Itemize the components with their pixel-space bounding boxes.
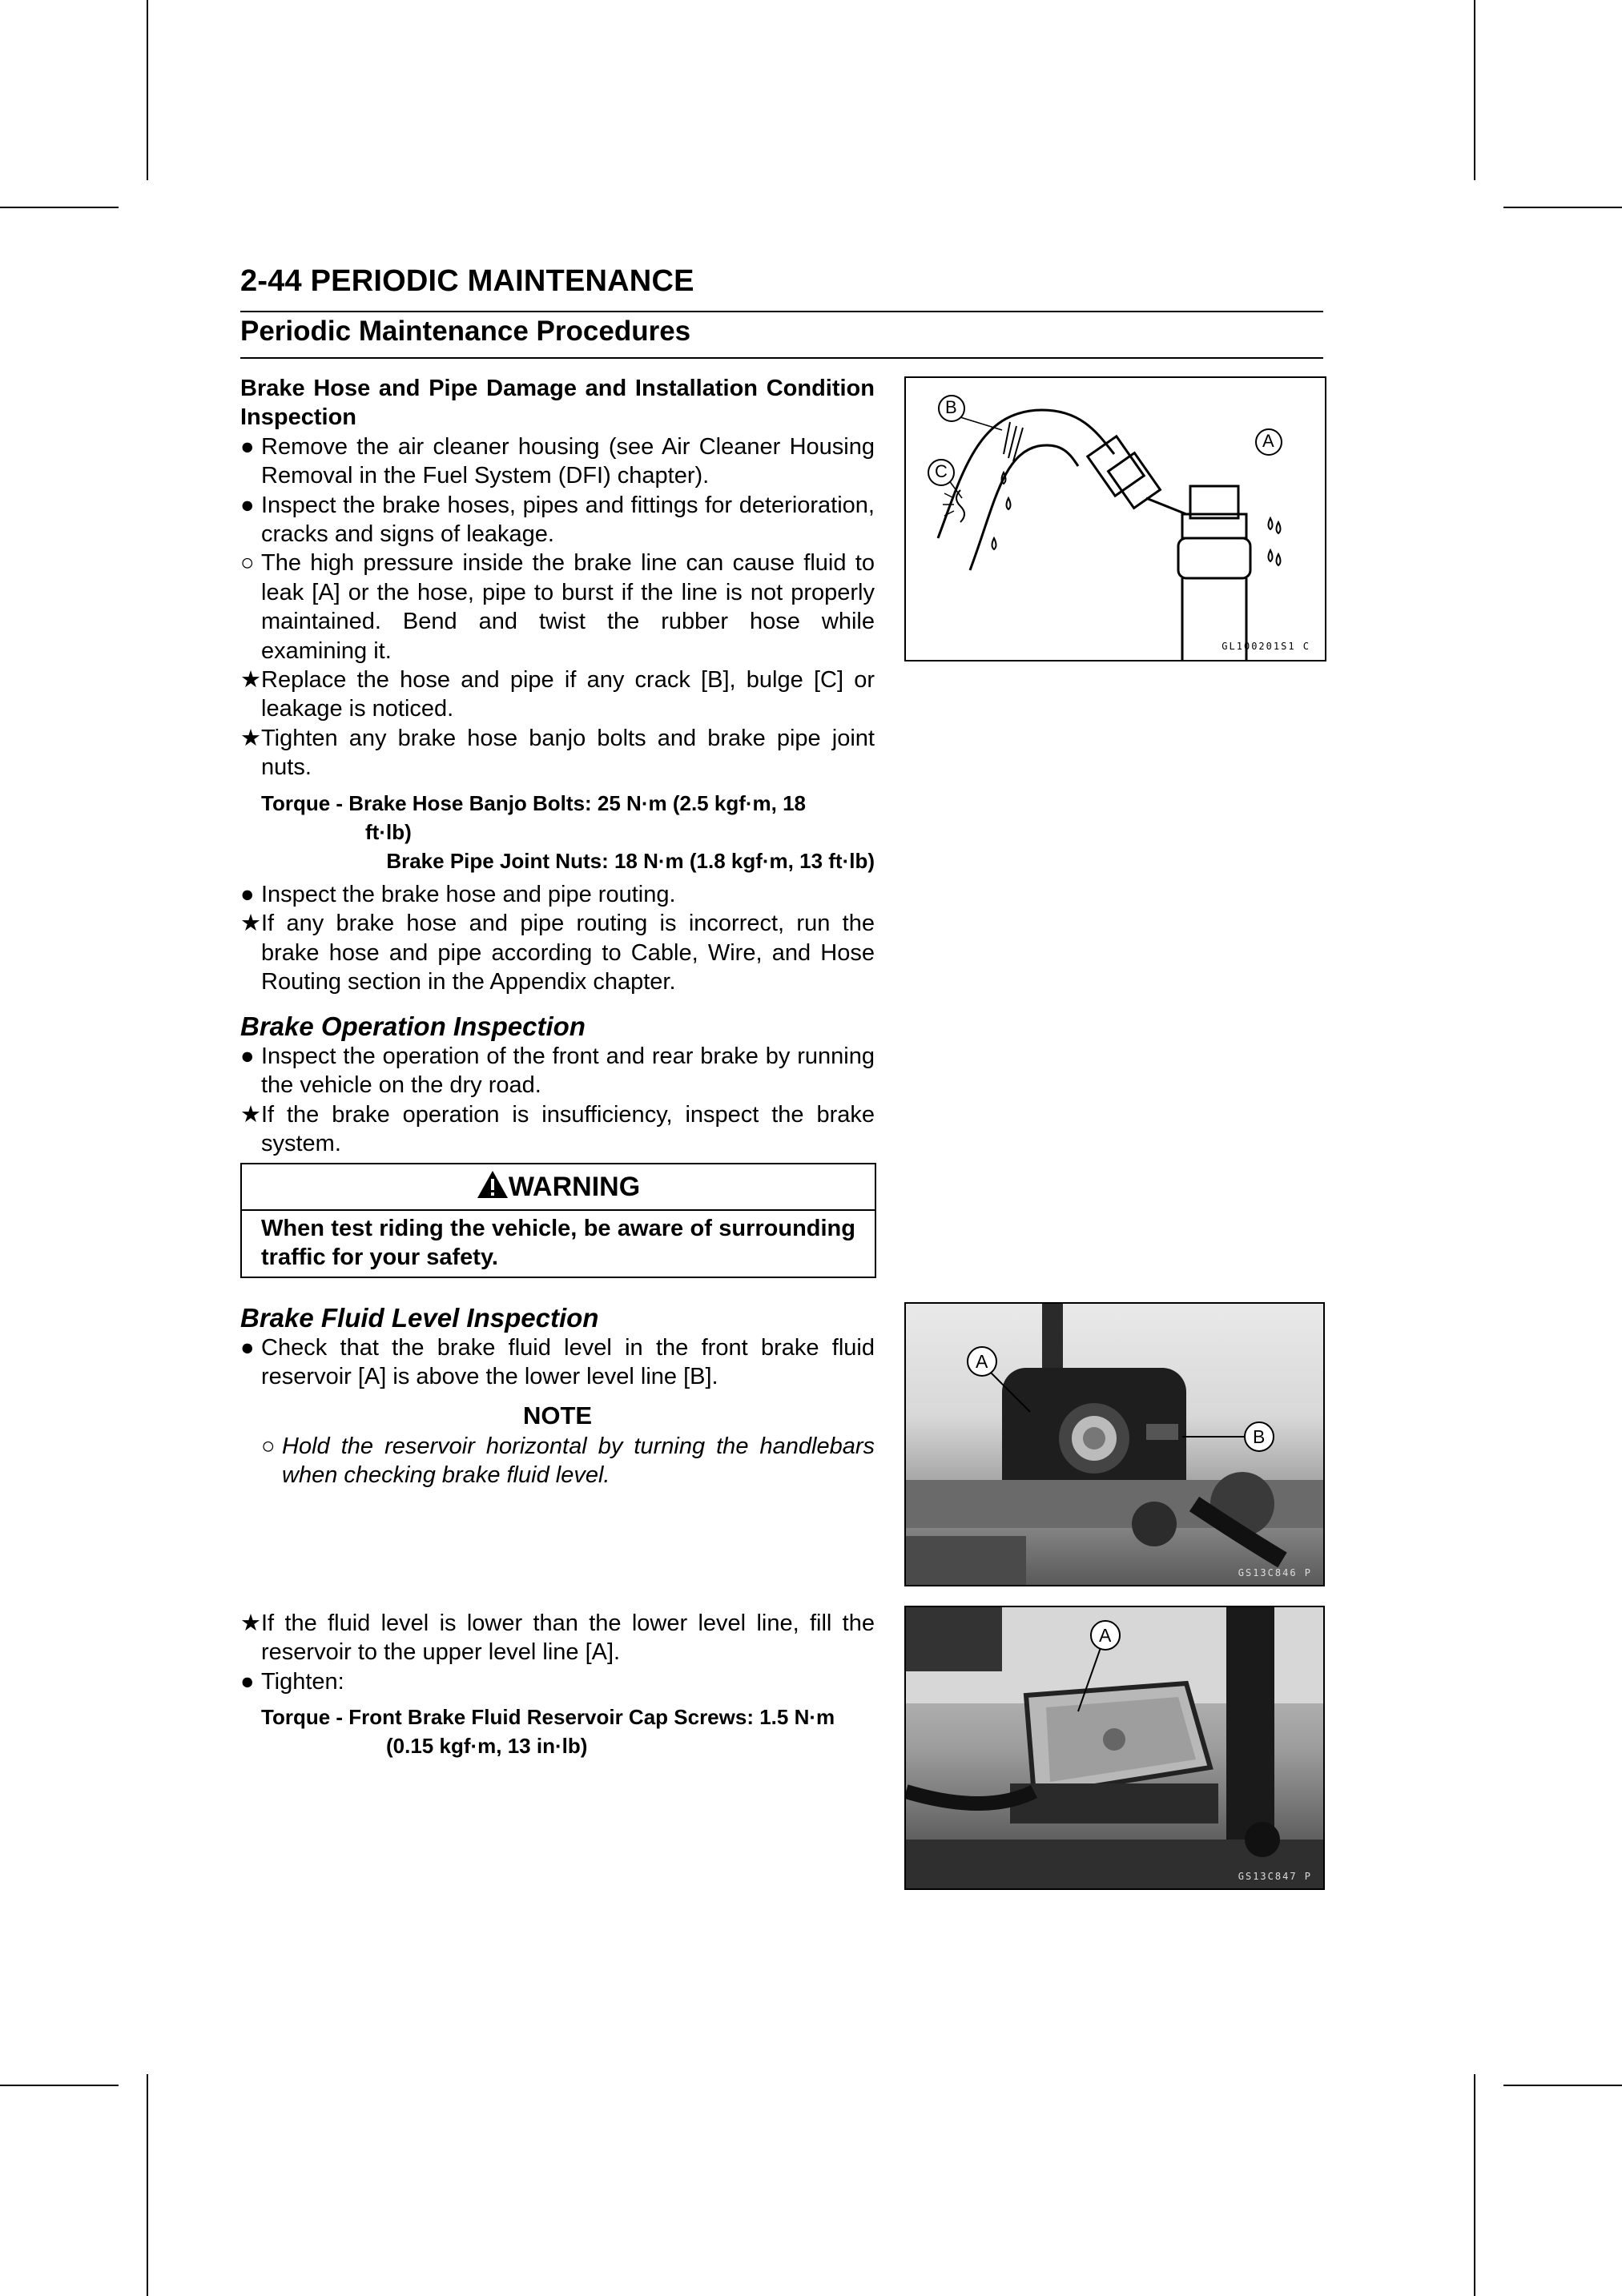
crop-mark [147,0,148,180]
figure-label-c: C [935,461,948,481]
figure-brake-hose-diagram [904,376,1326,661]
warning-title: WARNING [508,1172,641,1202]
list-item: ● Tighten: [240,1668,344,1695]
figure-code: GS13C847 P [1238,1871,1312,1882]
fluid-level-section [240,1303,875,1490]
figure-code: GL100201S1 C [1222,641,1310,652]
header-rule [240,311,1323,312]
torque-spec [240,1703,875,1760]
list-item: ★ If the fluid level is lower than the lower level line, fill the reservoir to the upper level line [A]. [240,1610,875,1666]
warning-header [242,1164,875,1211]
list-item: ★ If the brake operation is insufficiency, inspect the brake system. [240,1101,875,1157]
brake-operation-section [240,1011,875,1159]
list-item: ★ Tighten any brake hose banjo bolts and brake pipe joint nuts. [240,725,875,781]
crop-mark [1474,0,1475,180]
warning-triangle-icon [477,1170,509,1199]
figure-fluid-reservoir-photo [904,1302,1325,1586]
figure-label-a: A [1099,1625,1112,1646]
note-title: NOTE [522,1401,593,1429]
figure-label-b: B [1253,1426,1266,1447]
brake-hose-illustration [906,378,1325,660]
figure-reservoir-cap-photo [904,1606,1325,1890]
crop-mark [1503,207,1622,208]
note-text: ○ Hold the reservoir horizontal by turning the handlebars when checking brake fluid level. [261,1433,875,1489]
torque-line: Torque - Brake Hose Banjo Bolts: 25 N·m (2.5 kgf·m, 18 [261,790,806,815]
torque-line: (0.15 kgf·m, 13 in·lb) [386,1734,588,1759]
crop-mark [1474,2074,1475,2296]
torque-line: ft·lb) [365,819,412,844]
torque-line: Brake Pipe Joint Nuts: 18 N·m (1.8 kgf·m, 13 ft·lb) [386,848,875,873]
list-item: ★ Replace the hose and pipe if any crack [B], bulge [C] or leakage is noticed. [240,667,875,722]
list-item: ● Remove the air cleaner housing (see Air Cleaner Housing Removal in the Fuel System (DFI) chapter). [240,433,875,489]
warning-box [240,1163,876,1278]
figure-label-a: A [976,1351,988,1372]
reservoir-cap-illustration [906,1607,1323,1888]
chapter-title: 2-44 PERIODIC MAINTENANCE [240,264,694,298]
crop-mark [147,2074,148,2296]
figure-label-b: B [945,397,957,417]
section-heading: Brake Fluid Level Inspection [240,1303,599,1333]
header-rule [240,357,1323,359]
section-heading: Brake Hose and Pipe Damage and Installation Condition Inspection [240,376,875,431]
list-item: ★ If any brake hose and pipe routing is incorrect, run the brake hose and pipe according to Cable, Wire, and Hose Routing section in the Appendix chapter. [240,911,875,995]
crop-mark [1503,2085,1622,2086]
list-item: ○ The high pressure inside the brake line can cause fluid to leak [A] or the hose, pipe to burst if the line is not properly maintained. Bend and twist the rubber hose while examining it. [240,550,875,664]
torque-spec [240,789,875,875]
list-item: ● Check that the brake fluid level in the front brake fluid reservoir [A] is above the lower level line [B]. [240,1335,875,1390]
crop-mark [0,207,119,208]
warning-text: When test riding the vehicle, be aware of surrounding traffic for your safety. [261,1216,855,1271]
hose-inspection-section [240,374,875,996]
fluid-level-section-cont [240,1609,875,1765]
section-heading: Brake Operation Inspection [240,1011,586,1041]
list-item: ● Inspect the brake hose and pipe routing. [240,881,676,907]
list-item: ● Inspect the brake hoses, pipes and fittings for deterioration, cracks and signs of leakage. [240,492,875,548]
torque-line: Torque - Front Brake Fluid Reservoir Cap Screws: 1.5 N·m [261,1705,835,1730]
crop-mark [0,2085,119,2086]
figure-label-a: A [1262,431,1274,451]
figure-code: GS13C846 P [1238,1567,1312,1578]
list-item: ● Inspect the operation of the front and rear brake by running the vehicle on the dry road. [240,1043,875,1099]
section-title: Periodic Maintenance Procedures [240,316,691,347]
